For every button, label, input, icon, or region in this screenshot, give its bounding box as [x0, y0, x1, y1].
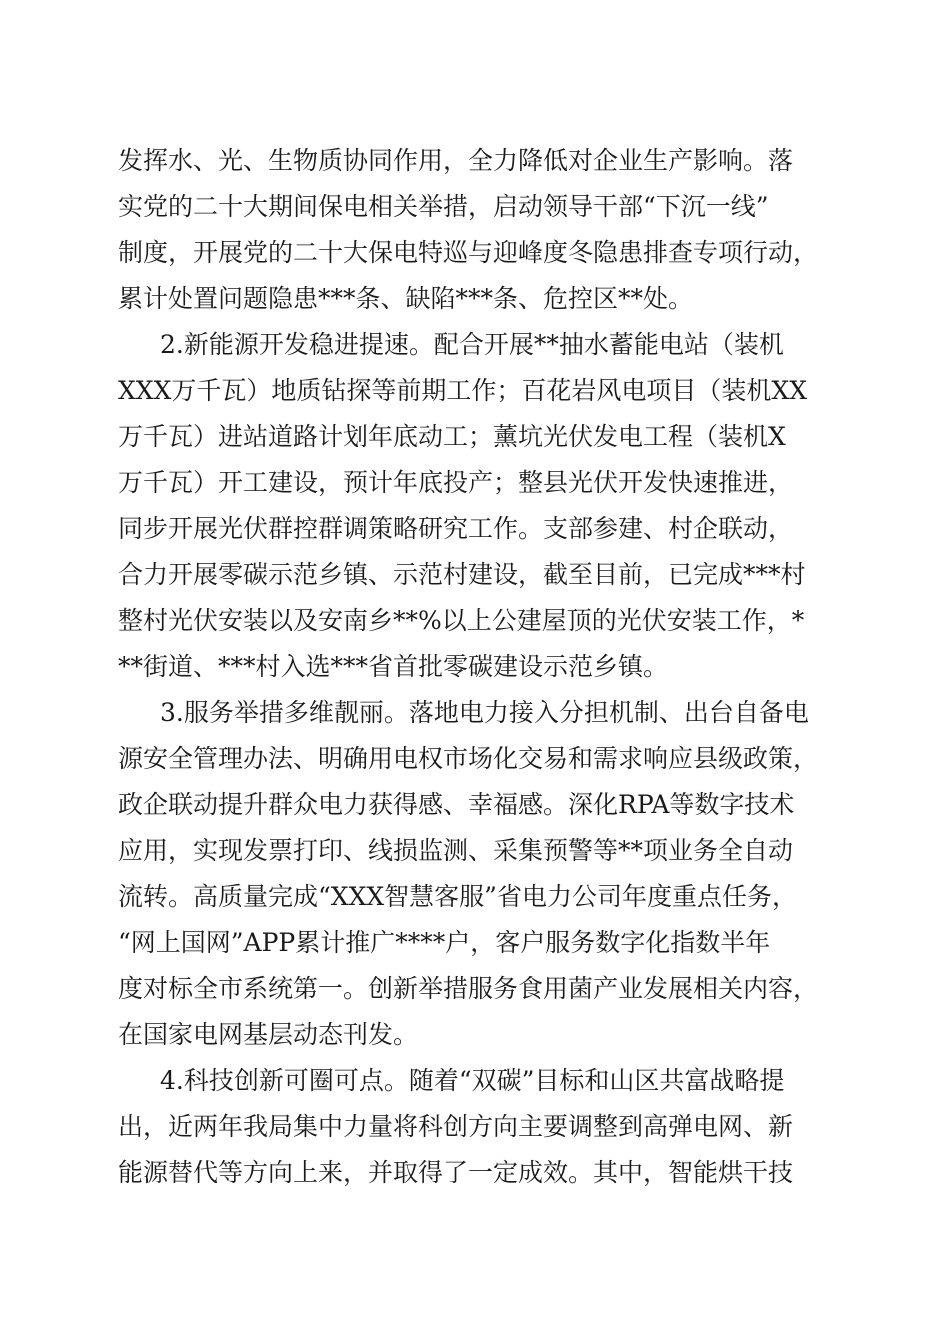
- text-line: 能源替代等方向上来，并取得了一定成效。其中，智能烘干技: [118, 1158, 794, 1187]
- paragraph-heading-2: 2.新能源开发稳进提速。配合开展**抽水蓄能电站（装机: [160, 330, 784, 359]
- text-line: 万千瓦）进站道路计划年底动工；薰坑光伏发电工程（装机X: [118, 422, 786, 451]
- text-line: 同步开展光伏群控群调策略研究工作。支部参建、村企联动，: [118, 514, 794, 543]
- text-line: 应用，实现发票打印、线损监测、采集预警等**项业务全自动: [118, 836, 794, 865]
- text-line: 度对标全市系统第一。创新举措服务食用菌产业发展相关内容，: [118, 974, 819, 1003]
- text-line: 在国家电网基层动态刊发。: [118, 1020, 419, 1049]
- text-line: “网上国网”APP累计推广****户，客户服务数字化指数半年: [118, 928, 771, 957]
- text-line: 整村光伏安装以及安南乡**%以上公建屋顶的光伏安装工作，*: [118, 606, 805, 635]
- text-line: 万千瓦）开工建设，预计年底投产；整县光伏开发快速推进，: [118, 468, 794, 497]
- text-line: 实党的二十大期间保电相关举措，启动领导干部“下沉一线”: [118, 192, 769, 221]
- text-line: **街道、***村入选***省首批零碳建设示范乡镇。: [118, 652, 669, 681]
- text-line: 源安全管理办法、明确用电权市场化交易和需求响应县级政策，: [118, 744, 819, 773]
- paragraph-heading-3: 3.服务举措多维靓丽。落地电力接入分担机制、出台自备电: [160, 698, 809, 727]
- text-line: 出，近两年我局集中力量将科创方向主要调整到高弹电网、新: [118, 1112, 794, 1141]
- text-line: 流转。高质量完成“XXX智慧客服”省电力公司年度重点任务，: [118, 882, 797, 911]
- text-line: 累计处置问题隐患***条、缺陷***条、危控区**处。: [118, 284, 694, 313]
- text-line: 发挥水、光、生物质协同作用，全力降低对企业生产影响。落: [118, 146, 794, 175]
- text-line: 合力开展零碳示范乡镇、示范村建设，截至目前，已完成***村: [118, 560, 806, 589]
- text-line: 政企联动提升群众电力获得感、幸福感。深化RPA等数字技术: [118, 790, 795, 819]
- text-line: 制度，开展党的二十大保电特巡与迎峰度冬隐患排查专项行动，: [118, 238, 819, 267]
- text-line: XXX万千瓦）地质钻探等前期工作；百花岩风电项目（装机XX: [118, 376, 807, 405]
- paragraph-heading-4: 4.科技创新可圈可点。随着“双碳”目标和山区共富战略提: [160, 1066, 785, 1095]
